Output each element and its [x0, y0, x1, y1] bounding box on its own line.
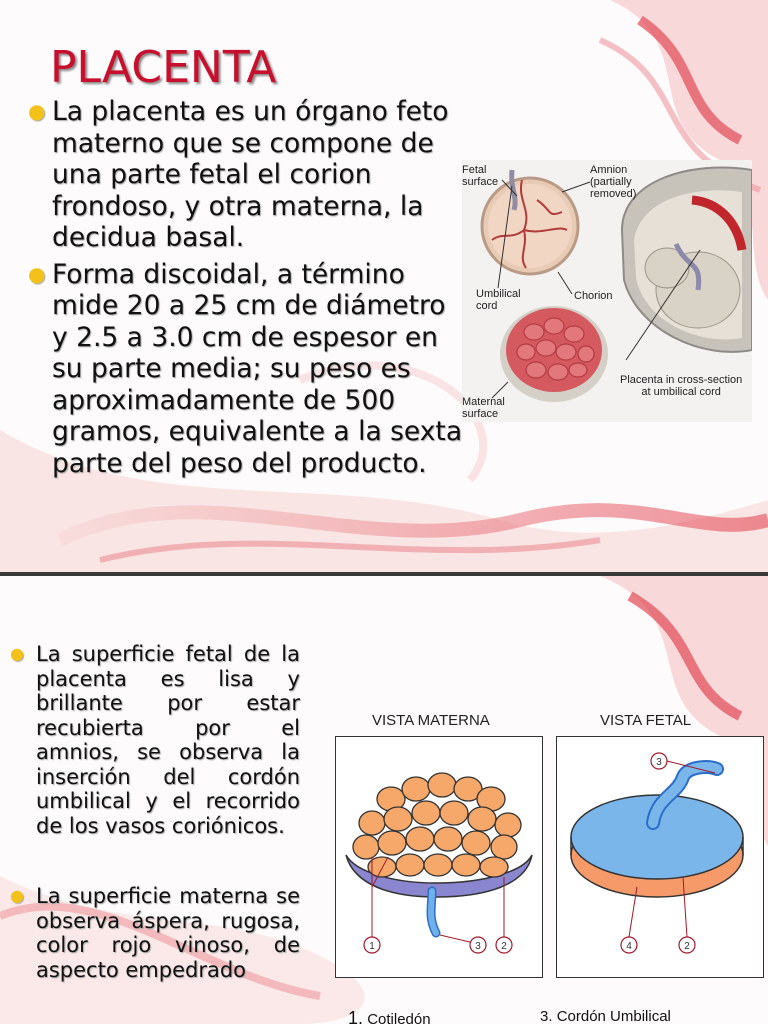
- vista-materna-label: VISTA MATERNA: [372, 712, 490, 729]
- chorion-label: Chorion: [574, 290, 613, 302]
- bullet-item: [28, 259, 468, 480]
- legend-item-1: [348, 1008, 431, 1024]
- fetal-view-drawing: [557, 737, 763, 977]
- bullet-text: Forma discoidal, a término mide 20 a 25 cm de diámetro y 2.5 a 3.0 cm de espesor en su parte media; su peso es aproximadamente de 500 gramos, equivalente a la sexta parte del peso del producto.: [52, 258, 463, 479]
- bullet-list: [10, 642, 300, 982]
- maternal-view-drawing: [336, 737, 542, 977]
- bullet-dot-icon: ●: [28, 99, 46, 123]
- legend-text: Cordón Umbilical: [556, 1008, 671, 1024]
- cross-section-label: Placenta in cross-section at umbilical cord: [620, 374, 743, 398]
- marker-3-text: 3: [656, 757, 662, 768]
- legend-number: 3.: [540, 1008, 553, 1024]
- bullet-item: [28, 96, 468, 254]
- legend-item-3: [540, 1008, 671, 1024]
- bullet-item: [10, 884, 300, 982]
- cotyledons: [353, 773, 521, 877]
- maternal-surface-label: Maternal surface: [462, 396, 505, 420]
- umbilical-cord-label: Umbilical cord: [476, 288, 521, 312]
- placenta-illustration: [462, 160, 752, 422]
- marker-2-text: 2: [501, 941, 507, 952]
- bullet-dot-icon: ●: [10, 644, 24, 663]
- bullet-text: La superficie fetal de la placenta es lisa y brillante por estar recubierta por el amnios, se observa la inserción del cordón umbilical y el recorrido de los vasos coriónicos.: [36, 642, 300, 838]
- fetal-surface-label: Fetal surface: [462, 164, 499, 188]
- marker-2-text: 2: [684, 941, 690, 952]
- legend-text: Cotiledón: [367, 1011, 431, 1024]
- slide-2: [0, 576, 768, 1024]
- legend-number: 1.: [348, 1008, 364, 1024]
- vista-fetal-label: VISTA FETAL: [600, 712, 692, 729]
- bullet-dot-icon: ●: [28, 261, 46, 286]
- maternal-view-panel: [335, 736, 543, 978]
- marker-1-text: 1: [369, 941, 375, 952]
- bullet-text: La superficie materna se observa áspera, rugosa, color rojo vinoso, de aspecto empedrado: [36, 884, 300, 982]
- fetal-surface-inner: [488, 184, 572, 268]
- bullet-list: [28, 96, 468, 484]
- amnion-label: Amnion (partially removed): [590, 164, 637, 200]
- marker-3-text: 3: [475, 941, 481, 952]
- slide-title: PLACENTA: [50, 42, 277, 93]
- marker-4-text: 4: [626, 941, 632, 952]
- fetal-view-panel: [556, 736, 764, 978]
- bullet-text: La placenta es un órgano feto materno que se compone de una parte fetal el corion frondoso, y otra materna, la decidua basal.: [52, 96, 449, 253]
- bullet-dot-icon: ●: [10, 886, 24, 905]
- bullet-item: [10, 642, 300, 838]
